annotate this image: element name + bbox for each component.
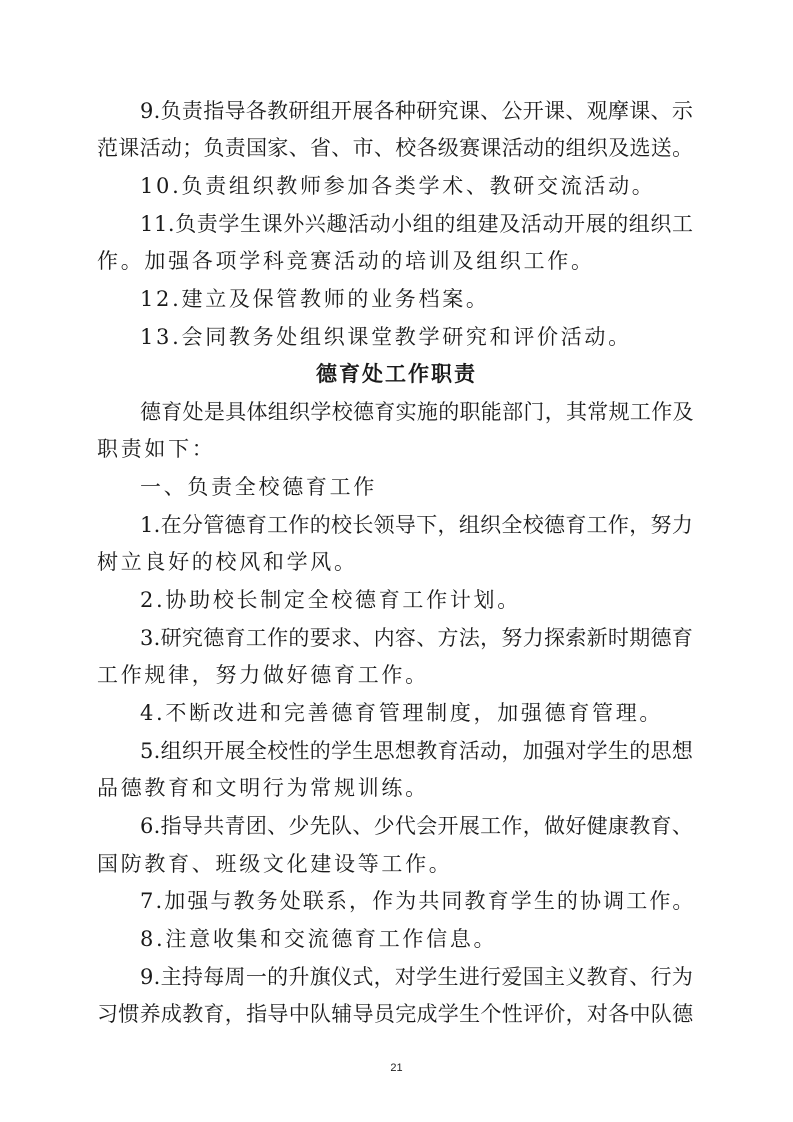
paragraph-line: 12.建立及保管教师的业务档案。 [140,287,490,311]
paragraph-line: 4.不断改进和完善德育管理制度，加强德育管理。 [140,701,664,725]
paragraph-line: 国防教育、班级文化建设等工作。 [97,852,453,876]
paragraph-line: 7.加强与教务处联系，作为共同教育学生的协调工作。 [140,889,696,913]
paragraph-line: 5.组织开展全校性的学生思想教育活动，加强对学生的思想 [140,739,694,763]
paragraph-line: 习惯养成教育，指导中队辅导员完成学生个性评价，对各中队德 [97,1002,694,1026]
paragraph-line: 10.负责组织教师参加各类学术、教研交流活动。 [140,174,656,198]
paragraph-line: 8.注意收集和交流德育工作信息。 [140,927,498,951]
paragraph-line: 品德教育和文明行为常规训练。 [97,776,429,800]
page-number: 21 [390,1062,403,1074]
paragraph-line: 11.负责学生课外兴趣活动小组的组建及活动开展的组织工 [140,212,694,236]
paragraph-line: 职责如下： [97,437,216,461]
paragraph-line: 范课活动；负责国家、省、市、校各级赛课活动的组织及选送。 [97,136,694,160]
paragraph-line: 13.会同教务处组织课堂教学研究和评价活动。 [140,325,632,349]
section-heading: 德育处工作职责 [316,362,477,386]
paragraph-line: 9.负责指导各教研组开展各种研究课、公开课、观摩课、示 [140,99,694,123]
paragraph-line: 3.研究德育工作的要求、内容、方法，努力探索新时期德育 [140,626,694,650]
paragraph-line: 9.主持每周一的升旗仪式，对学生进行爱国主义教育、行为 [140,965,694,989]
paragraph-line: 工作规律，努力做好德育工作。 [97,663,429,687]
paragraph-line: 1.在分管德育工作的校长领导下，组织全校德育工作，努力 [140,513,694,537]
paragraph-line: 一、负责全校德育工作 [140,475,377,499]
paragraph-line: 作。加强各项学科竞赛活动的培训及组织工作。 [97,249,595,273]
paragraph-line: 2.协助校长制定全校德育工作计划。 [140,588,521,612]
paragraph-line: 德育处是具体组织学校德育实施的职能部门，其常规工作及 [140,400,694,424]
paragraph-line: 6.指导共青团、少先队、少代会开展工作，做好健康教育、 [140,814,694,838]
paragraph-line: 树立良好的校风和学风。 [97,550,358,574]
